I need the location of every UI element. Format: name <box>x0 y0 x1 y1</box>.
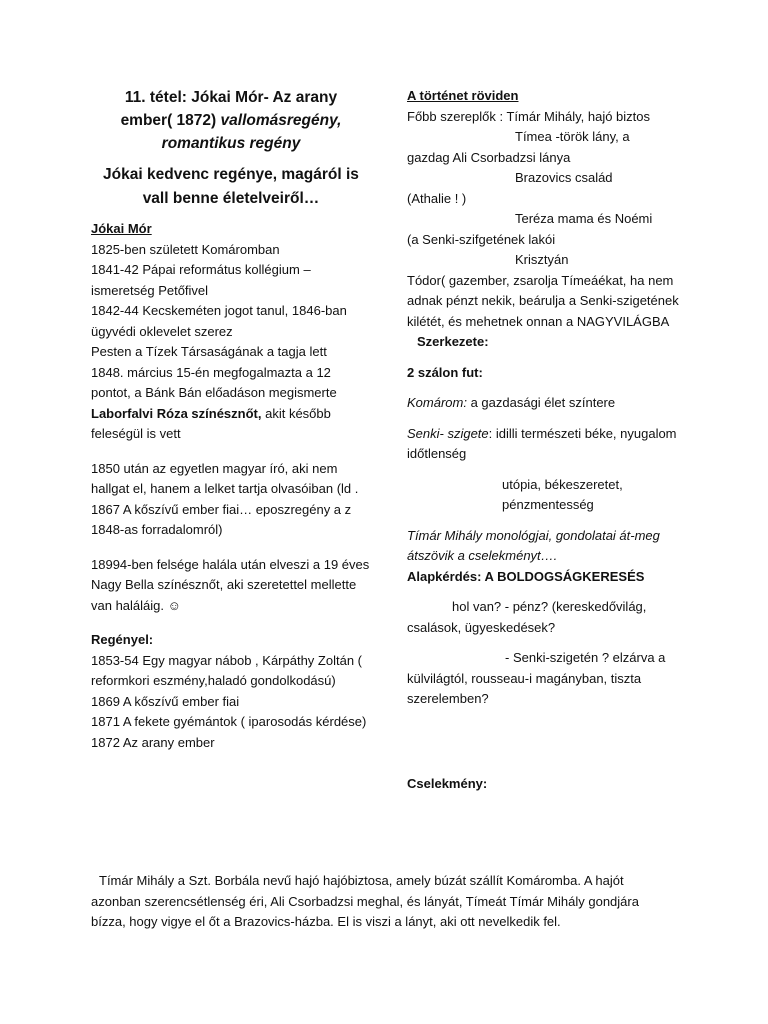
structure-heading: Szerkezete: <box>417 334 489 349</box>
question-money: hol van? - pénz? (kereskedővilág, csalások, ügyeskedések? <box>407 599 647 635</box>
bio-heading: Jókai Mór <box>91 221 152 236</box>
characters-line: Krisztyán <box>515 252 569 267</box>
characters-line: Brazovics család <box>515 170 613 185</box>
characters-tail: Tódor( gazember, zsarolja Tímeáékat, ha nem adnak pénzt nekik, beárulja a Senki-szigetének kilétét, és mehetnek onnan a NAGYVILÁGBA <box>407 272 679 329</box>
left-column <box>91 86 371 753</box>
utopia-line: utópia, békeszeretet, pénzmentesség <box>502 476 623 512</box>
monologue-line: Tímár Mihály monológjai, gondolatai át-meg átszövik a cselekményt…. <box>407 527 660 563</box>
novel-item: 1871 A fekete gyémántok ( iparosodás kérdése) <box>91 714 367 729</box>
characters-line: (Athalie ! ) <box>407 190 467 206</box>
paragraph-1850: 1850 után az egyetlen magyar író, aki nem hallgat el, hanem a lelket tartja olvasóiban (ld . 1867 A kőszívű ember fiai… eposzregény a z 1848-as forradalomról) <box>91 460 359 537</box>
bio-line-marriage <box>91 404 371 445</box>
characters-line: Főbb szereplők : Tímár Mihály, hajó biztos <box>407 108 651 124</box>
characters-line: Teréza mama és Noémi <box>515 211 653 226</box>
key-question: Alapkérdés: A BOLDOGSÁGKERESÉS <box>407 568 645 584</box>
novels-heading: Regényel: <box>91 632 154 647</box>
threads-heading: 2 szálon fut: <box>407 364 483 380</box>
novel-item: 1872 Az arany ember <box>91 734 215 750</box>
title-line-2: ember( 1872) <box>120 112 221 129</box>
thread-senki-sziget <box>407 424 697 465</box>
bio-line: 1841-42 Pápai református kollégium – ismeretség Petőfivel <box>91 262 311 298</box>
document-title <box>91 86 371 155</box>
title-line-1: 11. tétel: Jókai Mór- Az arany <box>124 89 338 106</box>
bio-line: 1825-ben született Komáromban <box>91 241 280 257</box>
novel-item: 1853-54 Egy magyar nábob , Kárpáthy Zoltán ( reformkori eszmény,haladó gondolkodású) <box>91 652 362 688</box>
wife-name: Laborfalvi Róza színésznőt, <box>91 405 262 421</box>
paragraph-late-life: 18994-ben felsége halála után elveszi a 19 éves Nagy Bella színésznőt, aki szeretettel mellette van haláláig. ☺ <box>91 556 370 613</box>
story-heading: A történet röviden <box>407 88 519 103</box>
characters-line: gazdag Ali Csorbadzsi lánya <box>407 149 571 165</box>
document-subtitle: Jókai kedvenc regénye, magáról is vall benne életelveiről… <box>103 166 359 207</box>
bio-line: 1848. március 15-én megfogalmazta a 12 pontot, a Bánk Bán előadáson megismerte <box>91 364 337 400</box>
characters-line: Tímea -török lány, a <box>515 129 630 144</box>
senki-text: : idilli természeti béke, nyugalom időtlenség <box>407 425 677 461</box>
title-line-3: romantikus regény <box>161 135 301 152</box>
komarom-text: a gazdasági élet színtere <box>466 395 616 410</box>
question-island: - Senki-szigetén ? elzárva a külvilágtól, rousseau-i magányban, tiszta szerelemben? <box>407 650 666 706</box>
bio-line: 1842-44 Kecskeméten jogot tanul, 1846-ban ügyvédi oklevelet szerez <box>91 303 347 339</box>
characters-line: (a Senki-szifgetének lakói <box>407 231 556 247</box>
plot-paragraph: Tímár Mihály a Szt. Borbála nevű hajó hajóbiztosa, amely búzát szállít Komáromba. A hajót azonban szerencsétlenség éri, Ali Csorbadzsi meghal, és lányát, Tímeát Tímár Mihály gondjára bízza, hogy vigye el őt a Brazovics-házba. El is viszi a lányt, aki ott nevelkedik fel. <box>91 873 639 929</box>
novel-item: 1869 A kőszívű ember fiai <box>91 693 240 709</box>
title-genre: vallomásregény, <box>220 112 342 129</box>
senki-label: Senki- szigete <box>407 425 489 441</box>
bio-line-rest: akit később feleségül is vett <box>91 405 331 441</box>
thread-komarom <box>407 393 697 414</box>
plot-heading: Cselekmény: <box>407 775 488 791</box>
bio-line: Pesten a Tízek Társaságának a tagja lett <box>91 344 327 359</box>
komarom-label: Komárom: <box>407 395 467 410</box>
right-column <box>407 86 697 794</box>
